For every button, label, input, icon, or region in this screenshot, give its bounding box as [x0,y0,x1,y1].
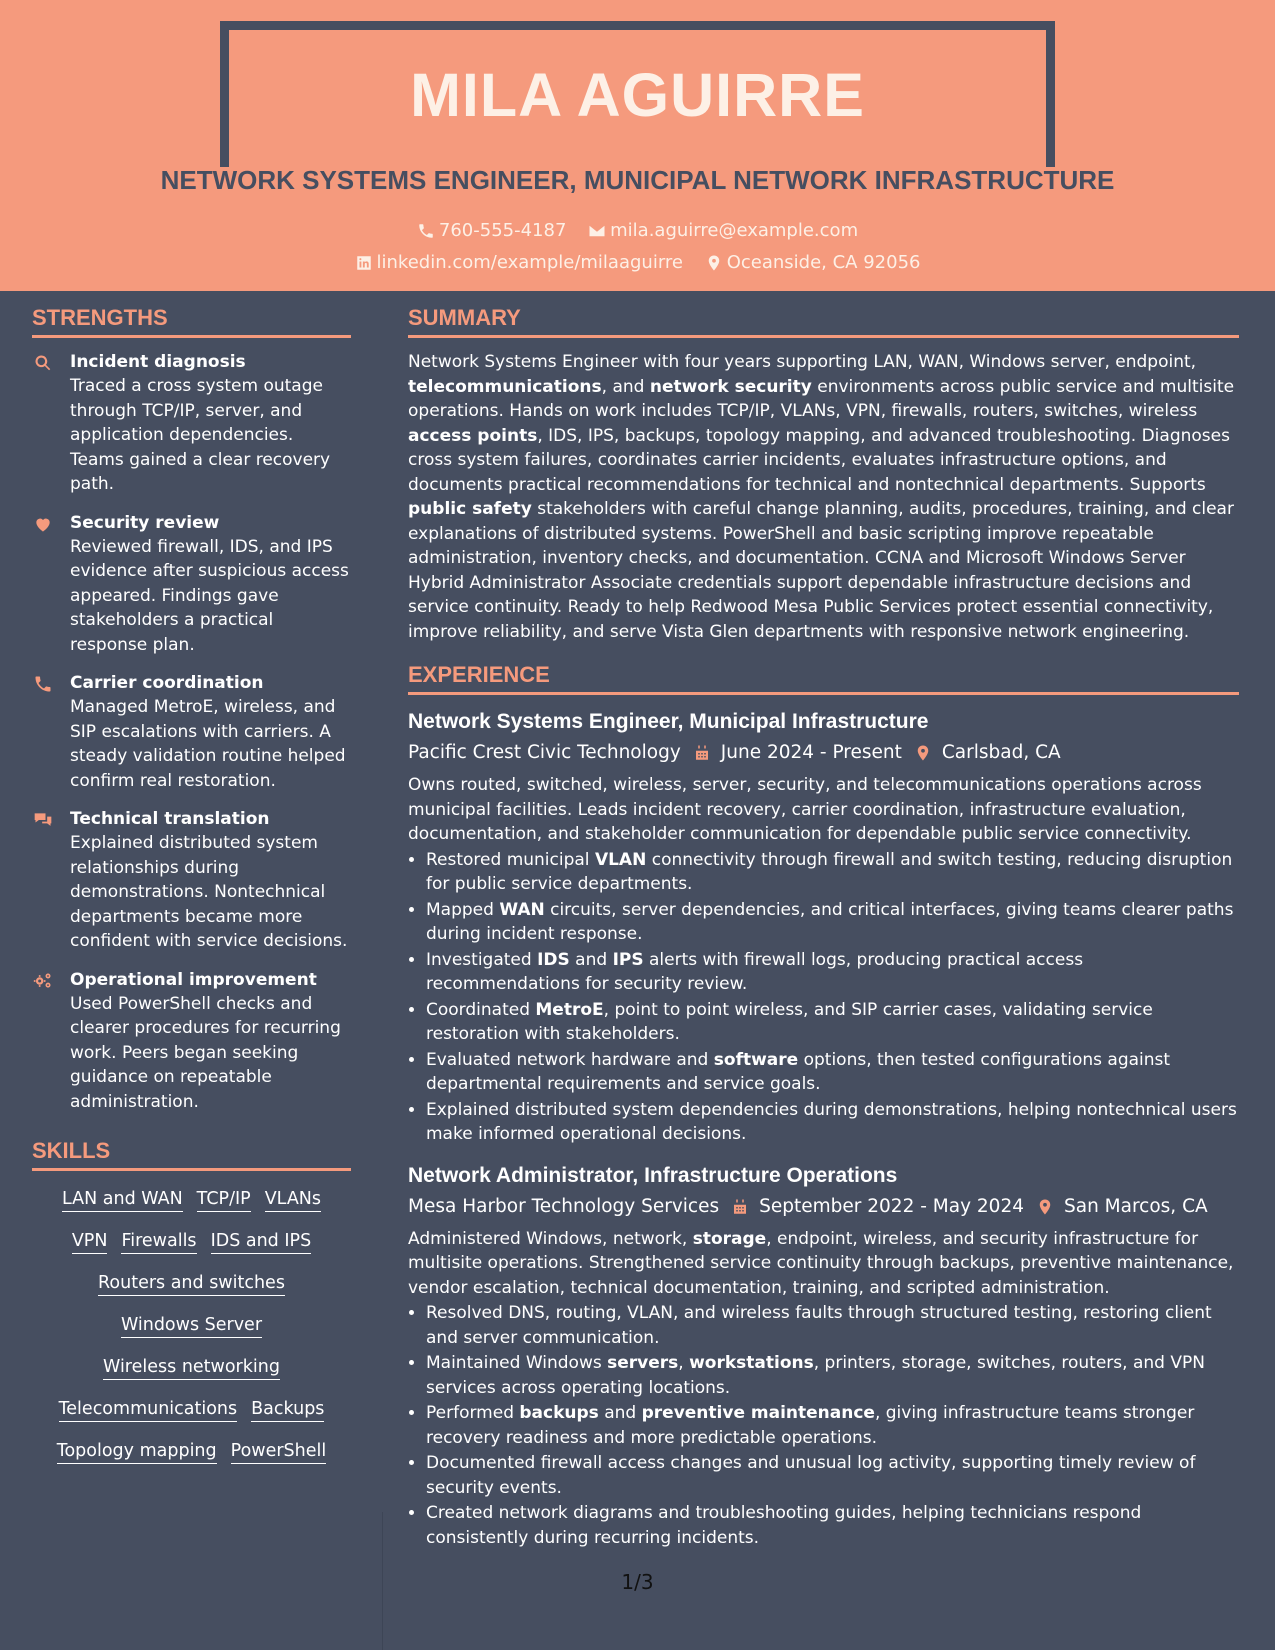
skill-tag: Routers and switches [98,1271,285,1296]
strength-desc: Reviewed firewall, IDS, and IPS evidence after suspicious access appeared. Findings gave stakeholders a practical response plan. [70,536,349,655]
job-meta [408,737,1239,769]
skill-row [32,1313,351,1338]
email-link[interactable]: mila.aguirre@example.com [610,220,859,241]
skill-row [32,1439,351,1464]
skill-tag: TCP/IP [197,1187,251,1212]
strength-title: Security review [70,512,220,533]
job-location: San Marcos, CA [1064,1195,1208,1217]
gears-icon [32,968,70,1115]
text-run: Network Systems Engineer with four years supporting LAN, WAN, Windows server, endpoint, [408,352,1197,372]
text-run: Investigated [426,949,538,970]
text-run: Created network diagrams and troubleshooting guides, helping technicians respond consistently during recurring incidents. [426,1503,1142,1548]
linkedin-icon [355,254,373,272]
contact-linkedin[interactable] [355,252,683,273]
summary-text [408,350,1239,644]
linkedin-link[interactable]: linkedin.com/example/milaaguirre [376,252,683,273]
text-run: Performed [426,1403,520,1423]
job-title: Network Systems Engineer, Municipal Infrastructure [408,710,929,733]
keyword: software [713,1049,799,1070]
skill-tag: IDS and IPS [211,1229,312,1254]
keyword: storage [692,1228,767,1249]
strength-body [70,968,351,1115]
experience-list [408,707,1239,1550]
strength-title: Incident diagnosis [70,352,246,372]
job-bullet [426,1098,1239,1147]
job-location: Carlsbad, CA [941,742,1061,763]
text-run: Resolved DNS, routing, VLAN, and wireless faults through structured testing, restoring client and server communication. [426,1303,1212,1348]
strength-desc: Used PowerShell checks and clearer procedures for recurring work. Peers began seeking guidance on repeatable administration. [70,993,341,1112]
text-run: alerts with firewall logs, producing practical access recommendations for security review. [426,949,1084,994]
map-marker-icon [705,254,723,272]
job-entry [408,707,1239,1147]
strengths-heading: STRENGTHS [32,305,351,338]
text-run: environments across public service and multisite operations. Hands on work includes TCP/IP, VLANs, VPN, firewalls, routers, switches, wireless [408,376,1235,421]
strength-item [32,511,351,658]
job-bullet [426,848,1239,897]
search-icon [32,350,70,497]
skill-tag: VLANs [265,1187,321,1212]
keyword: backups [519,1403,599,1423]
strength-item [32,350,351,497]
job-bullet [426,1351,1239,1400]
right-column [408,305,1239,1564]
text-run: Restored municipal [426,849,595,870]
strength-title: Operational improvement [70,969,317,990]
skill-tag: Windows Server [121,1313,262,1338]
job-bullet [426,1401,1239,1450]
phone-icon [417,222,435,240]
text-run: circuits, server dependencies, and critical interfaces, giving teams clearer paths during incident response. [426,899,1234,944]
page-number: 1/3 [621,1570,654,1594]
keyword: access points [408,425,538,446]
heart-icon [32,511,70,658]
text-run: connectivity through firewall and switch testing, reducing disruption for public service departments. [426,849,1233,894]
strength-item [32,968,351,1115]
strength-title: Technical translation [70,809,270,829]
skill-tag: LAN and WAN [62,1187,183,1212]
text-run: , point to point wireless, and SIP carrier cases, validating service restoration with stakeholders. [426,999,1153,1044]
map-marker-icon [914,743,932,763]
map-marker-icon [1036,1197,1054,1217]
skill-row [32,1229,351,1254]
text-run: options, then tested configurations against departmental requirements and service goals. [426,1049,1171,1094]
strength-desc: Managed MetroE, wireless, and SIP escalations with carriers. A steady validation routine helped confirm real restoration. [70,697,346,791]
job-company: Mesa Harbor Technology Services [408,1195,720,1217]
job-bullet [426,1301,1239,1350]
text-run: Evaluated network hardware and [426,1049,714,1070]
job-description [408,1227,1239,1301]
keyword: public safety [408,499,532,519]
skill-tag: Telecommunications [59,1397,238,1422]
phone-icon [32,671,70,793]
keyword: WAN [499,899,545,920]
job-dates: September 2022 - May 2024 [759,1195,1024,1217]
skill-row [32,1271,351,1296]
location-text: Oceanside, CA 92056 [726,252,921,273]
strength-body [70,350,351,497]
job-bullets [408,1301,1239,1550]
comments-icon [32,807,70,954]
header-banner [0,0,1275,291]
job-description: Owns routed, switched, wireless, server, security, and telecommunications operations across municipal facilities. Leads incident recovery, carrier coordination, infrastructure evaluation, documentation, and stakeholder communication for dependable public service connectivity. [408,775,1202,844]
text-run: , and [601,376,650,397]
text-run: and [598,1403,642,1423]
phone-text: 760-555-4187 [438,220,567,241]
calendar-icon [731,1197,749,1217]
text-run: , IDS, IPS, backups, topology mapping, and advanced troubleshooting. Diagnoses cross system failures, coordinates carrier incidents, evaluates infrastructure options, and documents practical recommendations for technical and nontechnical departments. Supports [408,425,1230,495]
job-dates: June 2024 - Present [720,742,902,763]
job-bullet [426,1501,1239,1550]
text-run: , [678,1353,690,1373]
contact-phone [417,220,567,241]
strengths-list [32,350,351,1114]
summary-heading: SUMMARY [408,305,1239,338]
skill-tag: Topology mapping [57,1439,217,1464]
skill-tag: PowerShell [231,1439,327,1464]
job-bullet [426,948,1239,997]
text-run: Maintained Windows [426,1353,608,1373]
skill-tag: VPN [72,1229,108,1254]
text-run: , giving infrastructure teams stronger recovery readiness and more predictable operations. [426,1403,1195,1448]
skill-row [32,1355,351,1380]
job-bullet [426,1048,1239,1097]
text-run: Documented firewall access changes and unusual log activity, supporting timely review of security events. [426,1453,1196,1498]
text-run: Mapped [426,899,500,920]
job-bullet [426,998,1239,1047]
keyword: preventive maintenance [641,1403,875,1423]
strength-desc: Explained distributed system relationships during demonstrations. Nontechnical departments became more confident with service decisions. [70,833,348,951]
skill-tag: Firewalls [121,1229,196,1254]
job-company: Pacific Crest Civic Technology [408,742,681,763]
candidate-name: MILA AGUIRRE [410,61,865,129]
keyword: IDS [537,949,570,970]
calendar-icon [693,743,711,763]
text-run: stakeholders with careful change planning, audits, procedures, training, and clear explanations of distributed systems. PowerShell and basic scripting improve repeatable administration, inventory checks, and documentation. CCNA and Microsoft Windows Server Hybrid Administrator Associate credentials support dependable infrastructure decisions and service continuity. Ready to help Redwood Mesa Public Services protect essential connectivity, improve reliability, and serve Vista Glen departments with responsive network engineering. [408,499,1234,642]
job-title: Network Administrator, Infrastructure Operations [408,1163,898,1187]
job-bullets [408,848,1239,1147]
skills-heading: SKILLS [32,1138,351,1171]
text-run: Explained distributed system dependencies during demonstrations, helping nontechnical users make informed operational decisions. [426,1099,1237,1144]
job-meta [408,1191,1239,1223]
text-run: , endpoint, wireless, and security infrastructure for multisite operations. Strengthened service continuity through backups, preventive maintenance, vendor escalation, technical documentation, training, and scripted administration. [408,1228,1234,1298]
strength-body [70,807,351,954]
text-run: and [569,949,613,970]
skill-tag: Backups [251,1397,324,1422]
left-column [32,305,351,1485]
skill-row [32,1187,351,1212]
contact-email[interactable] [588,220,858,241]
keyword: telecommunications [408,376,602,397]
contact-row-1 [0,220,1275,245]
candidate-title: NETWORK SYSTEMS ENGINEER, MUNICIPAL NETWORK INFRASTRUCTURE [160,165,1115,195]
strength-item [32,671,351,793]
keyword: servers [607,1353,679,1373]
keyword: network security [649,376,812,397]
skill-tag: Wireless networking [103,1355,280,1380]
keyword: VLAN [594,849,647,870]
text-run: Administered Windows, network, [408,1228,693,1249]
skills-list [32,1183,351,1485]
envelope-icon [588,222,606,240]
job-entry [408,1161,1239,1551]
strength-body [70,671,351,793]
strength-body [70,511,351,658]
keyword: MetroE [535,999,604,1020]
skill-row [32,1397,351,1422]
experience-heading: EXPERIENCE [408,662,1239,695]
strength-title: Carrier coordination [70,673,264,693]
job-bullet [426,898,1239,947]
contact-row-2 [0,252,1275,277]
text-run: Coordinated [426,999,536,1020]
keyword: workstations [689,1353,814,1373]
keyword: IPS [612,949,644,970]
strength-desc: Traced a cross system outage through TCP/IP, server, and application dependencies. Teams gained a clear recovery path. [70,376,331,494]
job-bullet [426,1451,1239,1500]
text-run: , printers, storage, switches, routers, and VPN services across operating locations. [426,1353,1205,1398]
strength-item [32,807,351,954]
contact-location [705,252,921,273]
